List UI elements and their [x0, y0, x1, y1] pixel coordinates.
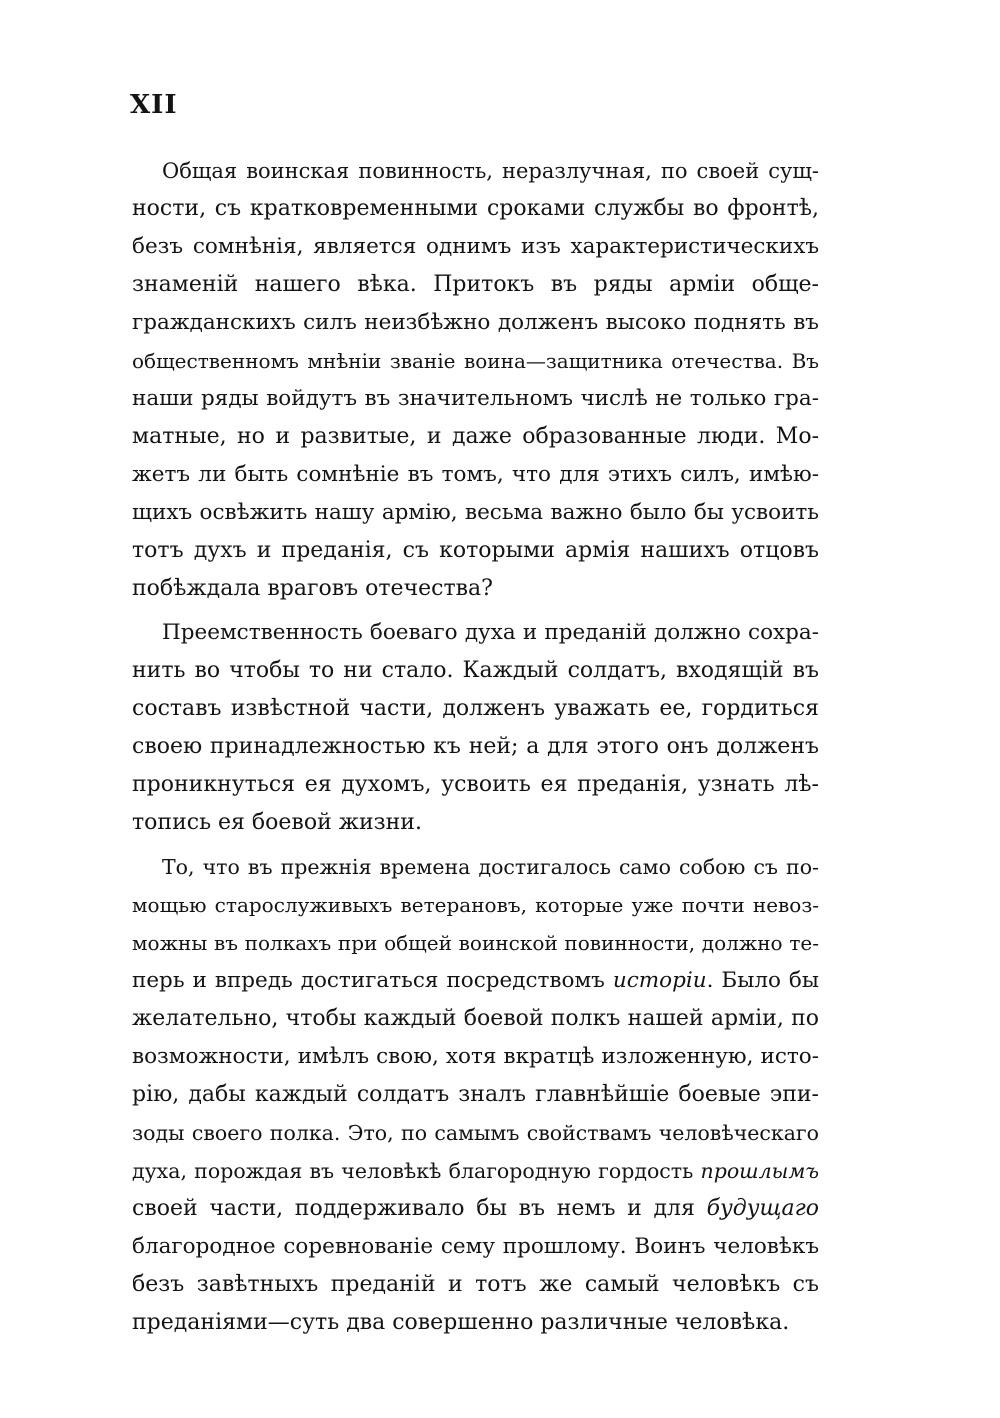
text-line: рію, дабы каждый солдатъ зналъ главнѣйшіе боевые эпи-	[132, 1082, 819, 1107]
italic-text: исторіи	[612, 968, 707, 993]
text-line: безъ завѣтныхъ преданій и тотъ же самый человѣкъ съ	[132, 1272, 819, 1297]
paragraph	[132, 614, 819, 842]
text-line: топись ея боевой жизни.	[132, 810, 422, 835]
paragraph	[132, 848, 819, 1342]
text-line: зоды своего полка. Это, по самымъ свойствамъ человѣческаго	[132, 1121, 819, 1145]
text-line: благородное соревнованіе сему прошлому. Воинъ человѣкъ	[132, 1234, 819, 1259]
text-line: ности, съ кратковременными сроками службы во фронтѣ,	[132, 196, 819, 221]
italic-text: прошлымъ	[700, 1159, 819, 1183]
text-segment: духа, порождая въ человѣкѣ благородную гордость	[132, 1159, 701, 1183]
text-line: побѣждала враговъ отечества?	[132, 576, 493, 601]
text-line	[132, 1152, 819, 1190]
text-line: своею принадлежностью къ ней; а для этого онъ долженъ	[132, 734, 819, 759]
text-line: желательно, чтобы каждый боевой полкъ нашей арміи, по	[132, 1006, 819, 1031]
text-line: То, что въ прежнія времена достигалось само собою съ по-	[162, 855, 819, 879]
text-line: жетъ ли быть сомнѣніе въ томъ, что для этихъ силъ, имѣю-	[132, 462, 819, 487]
text-line: составъ извѣстной части, долженъ уважать ее, гордиться	[132, 696, 819, 721]
text-segment: перь и впредь достигаться посредствомъ	[132, 968, 613, 993]
text-line: общественномъ мнѣніи званіе воина—защитника отечества. Въ	[132, 349, 819, 373]
text-body	[132, 152, 819, 1342]
text-line: можны въ полкахъ при общей воинской повинности, должно те-	[132, 931, 819, 955]
text-line: безъ сомнѣнія, является однимъ изъ характеристическихъ	[132, 234, 819, 259]
text-line: щихъ освѣжить нашу армію, весьма важно было бы усвоить	[132, 500, 819, 525]
text-line: мощью старослуживыхъ ветерановъ, которые уже почти невоз-	[132, 893, 819, 917]
text-line: возможности, имѣлъ свою, хотя вкратцѣ изложенную, исто-	[132, 1044, 819, 1069]
text-line: Преемственность боеваго духа и преданій должно сохра-	[162, 620, 819, 645]
text-line: наши ряды войдутъ въ значительномъ числѣ не только гра-	[132, 386, 819, 411]
text-segment: . Было бы	[706, 968, 819, 993]
page-number: XII	[130, 90, 178, 120]
text-line: гражданскихъ силъ неизбѣжно долженъ высоко поднять въ	[132, 310, 819, 335]
text-line: проникнуться ея духомъ, усвоить ея преданія, узнать лѣ-	[132, 772, 819, 797]
text-line	[132, 962, 819, 1000]
text-line: нить во чтобы то ни стало. Каждый солдатъ, входящій въ	[132, 658, 819, 683]
text-line: преданіями—суть два совершенно различные человѣка.	[132, 1310, 790, 1335]
text-line: Общая воинская повинность, неразлучная, по своей сущ-	[162, 159, 819, 183]
text-line: матные, но и развитые, и даже образованные люди. Мо-	[132, 424, 819, 449]
paragraph	[132, 152, 819, 608]
text-line	[132, 1190, 819, 1228]
italic-text: будущаго	[706, 1196, 819, 1221]
text-segment: своей части, поддерживало бы въ немъ и для	[132, 1196, 707, 1221]
text-line: тотъ духъ и преданія, съ которыми армія нашихъ отцовъ	[132, 538, 819, 563]
text-line: знаменій нашего вѣка. Притокъ въ ряды арміи обще-	[132, 272, 819, 297]
